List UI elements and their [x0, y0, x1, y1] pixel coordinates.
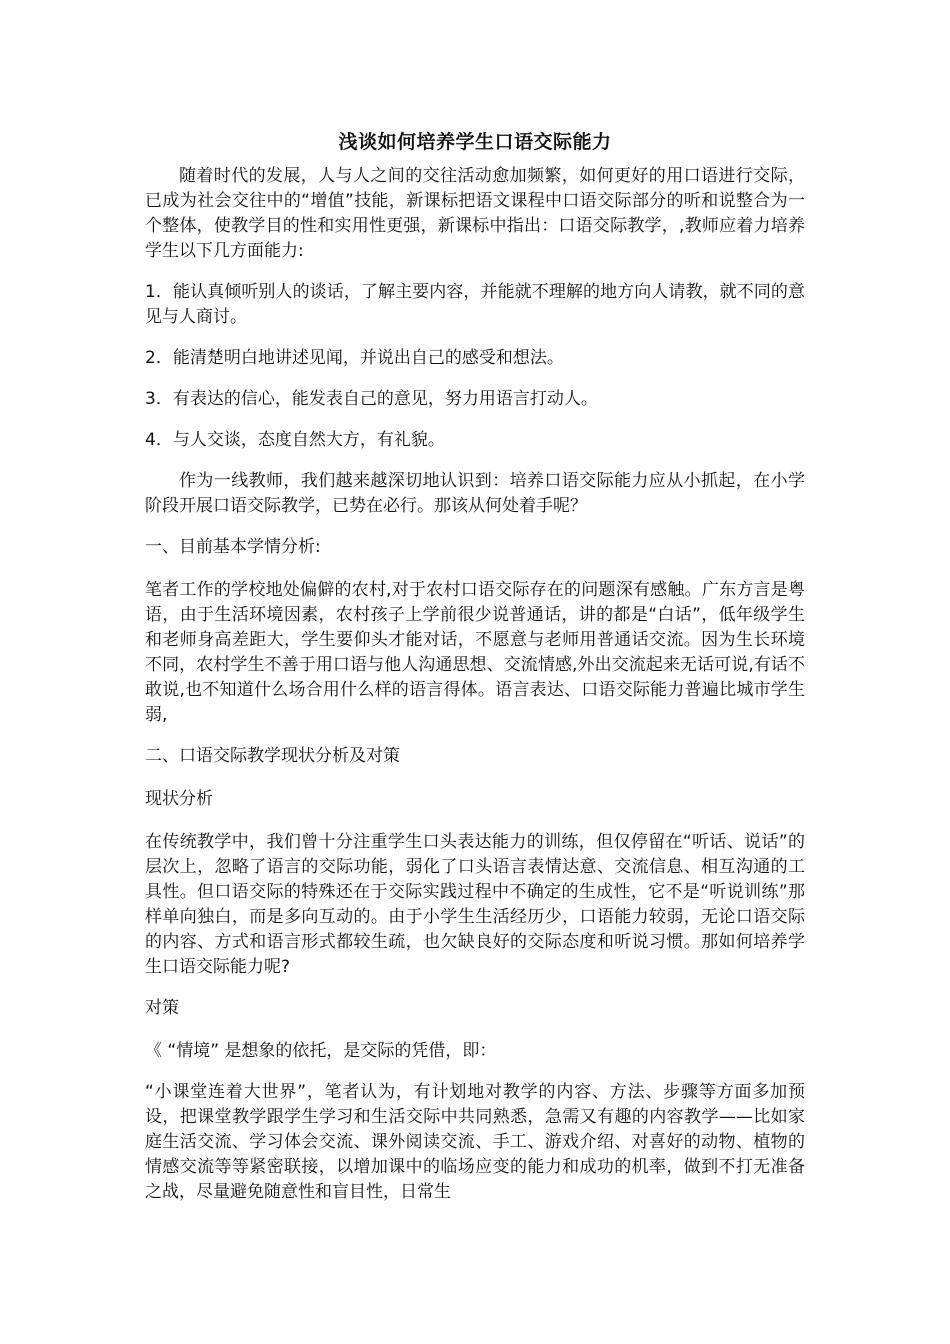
ability-item-4: 4．与人交谈，态度自然大方，有礼貌。	[145, 430, 445, 450]
subheading-countermeasures: 对策	[145, 998, 179, 1018]
section-heading-1: 一、目前基本学情分析:	[145, 537, 321, 557]
subheading-current-analysis: 现状分析	[145, 789, 213, 809]
classroom-world-paragraph: “小课堂连着大世界”，笔者认为，有计划地对教学的内容、方法、步骤等方面多加预设，把课堂教学跟学生学习和生活交际中共同熟悉，急需又有趣的内容教学——比如家庭生活交流、学习体会交流、课外阅读交流、手工、游戏介绍、对喜好的动物、植物的情感交流等等紧密联接，以增加课中的临场应变的能力和成功的机率，做到不打无准备之战，尽量避免随意性和盲目性，日常生	[145, 1082, 805, 1202]
intro-paragraph: 随着时代的发展，人与人之间的交往活动愈加频繁，如何更好的用口语进行交际，已成为社会交往中的“增值”技能，新课标把语文课程中口语交际部分的听和说整合为一个整体，使教学目的性和实用性更强，新课标中指出：口语交际教学，,教师应着力培养学生以下几方面能力:	[145, 166, 805, 261]
document-title: 浅谈如何培养学生口语交际能力	[338, 131, 612, 153]
ability-item-3: 3．有表达的信心，能发表自己的意见，努力用语言打动人。	[145, 389, 598, 409]
ability-item-1: 1．能认真倾听别人的谈话，了解主要内容，并能就不理解的地方向人请教，就不同的意见与人商讨。	[145, 282, 805, 327]
current-analysis-paragraph: 在传统教学中，我们曾十分注重学生口头表达能力的训练，但仅停留在“听话、说话”的层次上，忽略了语言的交际功能，弱化了口头语言表情达意、交流信息、相互沟通的工具性。但口语交际的特殊还在于交际实践过程中不确定的生成性，它不是“听说训练”那样单向独白，而是多向互动的。由于小学生生活经历少，口语能力较弱，无论口语交际的内容、方式和语言形式都较生疏，也欠缺良好的交际态度和听说习惯。那如何培养学生口语交际能力呢?	[145, 832, 805, 977]
scenario-paragraph: 《 “情境” 是想象的依托，是交际的凭借，即：	[145, 1041, 497, 1061]
section-heading-2: 二、口语交际教学现状分析及对策	[145, 746, 400, 766]
document-body	[145, 128, 805, 1221]
teacher-reflection-paragraph: 作为一线教师，我们越来越深切地认识到：培养口语交际能力应从小抓起，在小学阶段开展口语交际教学，已势在必行。那该从何处着手呢？	[145, 471, 805, 516]
ability-item-2: 2．能清楚明白地讲述见闻，并说出自己的感受和想法。	[145, 348, 564, 368]
situation-analysis-paragraph: 笔者工作的学校地处偏僻的农村,对于农村口语交际存在的问题深有感触。广东方言是粤语，由于生活环境因素，农村孩子上学前很少说普通话，讲的都是“白话”，低年级学生和老师身高差距大，学生要仰头才能对话，不愿意与老师用普通话交流。因为生长环境不同，农村学生不善于用口语与他人沟通思想、交流情感,外出交流起来无话可说,有话不敢说,也不知道什么场合用什么样的语言得体。语言表达、口语交际能力普遍比城市学生弱,	[145, 580, 805, 725]
